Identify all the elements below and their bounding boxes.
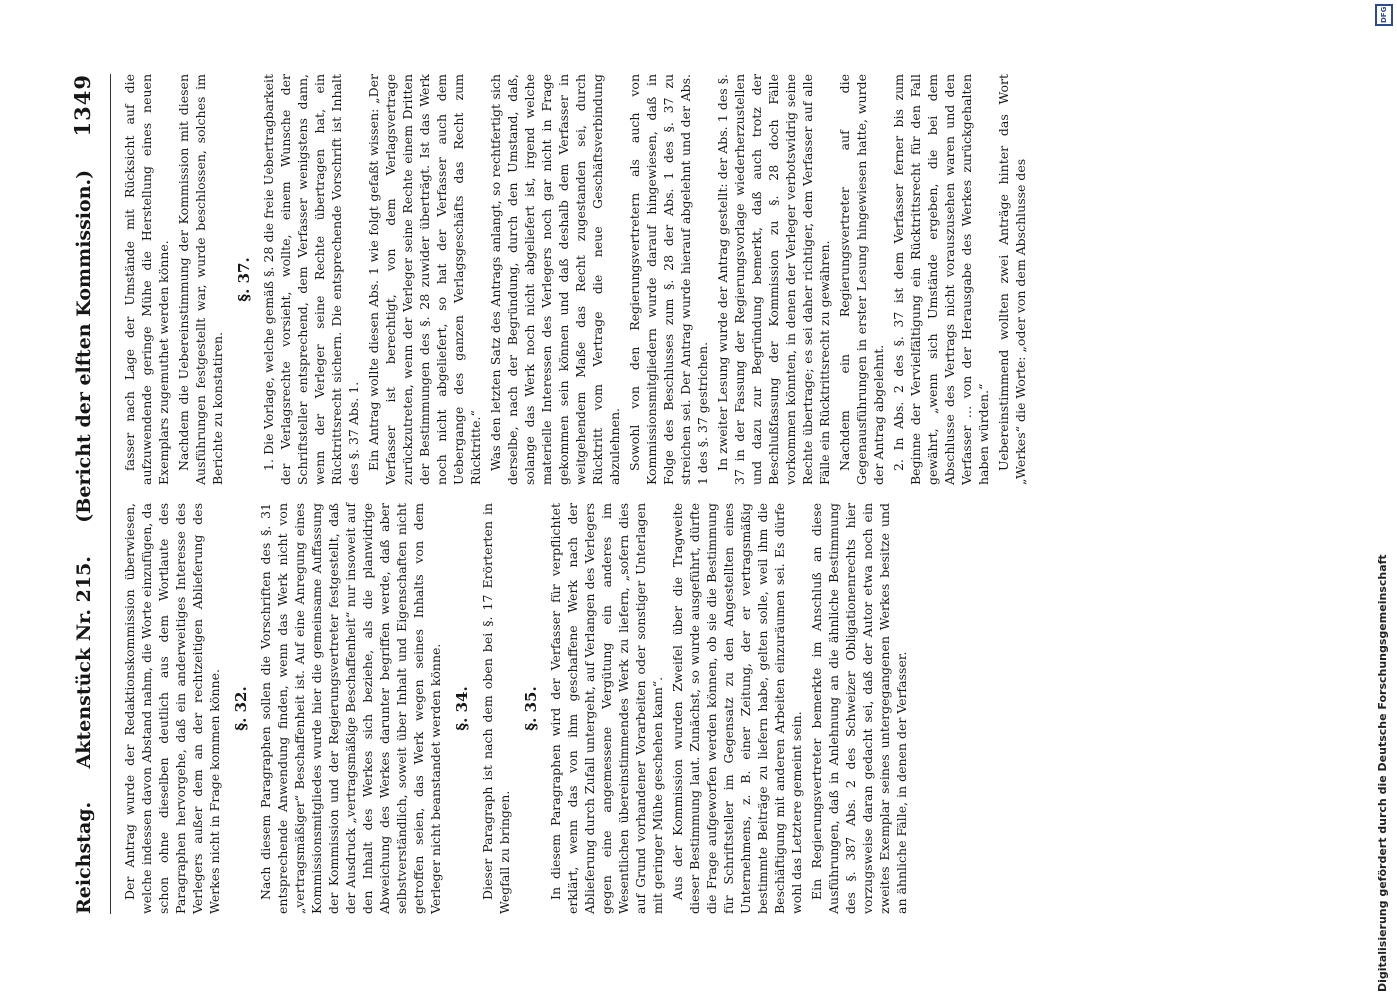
paragraph: Was den letzten Satz des Antrags anlangt, so rechtfertigt sich derselbe, nach der Begründung, durch den Umstand, daß, solange das Werk noch nicht abgeliefert ist, irgend welche materielle Interessen des Verlegers noch gar nicht in Frage gekommen sein können und daß deshalb dem Verfasser in weitgehendem Maße das Recht zugestanden sei, durch Rücktritt vom Vertrage die neue Geschäftsverbindung abzulehnen. <box>488 74 623 485</box>
section-heading-34: §. 34. <box>453 686 472 731</box>
paragraph: 2. In Abs. 2 des §. 37 ist dem Verfasser ferner bis zum Beginne der Vervielfältigung ein Rücktrittsrecht für den Fall gewährt, „wenn sich Umstände ergeben, die bei dem Abschlusse des Vertrags nicht vorauszusehen waren und den Verfasser … von der Herausgabe des Werkes zurückgehalten haben würden.“ <box>891 74 992 485</box>
paragraph: Nach diesem Paragraphen sollen die Vorschriften des §. 31 entsprechende Anwendung finden, wenn das Werk nicht von „vertragsmäßiger“ Beschaffenheit ist. Auf eine Anregung eines Kommissionsmitgliedes wurde hier die gemeinsame Auffassung der Kommission und der Regierungsvertreter festgestellt, daß der Ausdruck „vertragsmäßige Beschaffenheit“ nur insoweit auf den Inhalt des Werkes sich beziehe, als die planwidrige Abweichung des Werkes darunter begriffen werde, daß aber selbstverständlich, soweit über Inhalt und Eigenschaften nicht getroffen seien, das Werk wegen seines Inhalts von dem Verleger nicht beanstandet werden könne. <box>258 503 444 914</box>
dfg-logo: DFG <box>1375 4 1393 26</box>
paragraph: Nachdem ein Regierungsvertreter auf die Gegenausführungen in erster Lesung hingewiesen hatte, wurde der Antrag abgelehnt. <box>837 74 887 485</box>
paragraph: Aus der Kommission wurden Zweifel über die Tragweite dieser Bestimmung laut. Zunächst, so wurde ausgeführt, dürfte die Frage aufgeworfen werden können, ob sie die Bestimmung für Schriftsteller im Gegensatz zu den Angestellten eines Unternehmens, z. B. einer Zeitung, der er vertragsmäßig bestimmte Beiträge zu liefern habe, gelten solle, weil ihm die Beschäftigung mit anderen Arbeiten einzuräumen sei. Es dürfe wohl das Letztere gemeint sein. <box>670 503 805 914</box>
paragraph: Ein Antrag wollte diesen Abs. 1 wie folgt gefaßt wissen: „Der Verfasser ist berechtigt, von dem Verlagsvertrage zurückzutreten, wenn der Verleger seine Rechte einem Dritten der Bestimmungen des §. 28 zuwider überträgt. Ist das Werk noch nicht abgeliefert, so hat der Verfasser auch dem Uebergange des ganzen Verlagsgeschäfts das Recht zum Rücktritte.“ <box>366 74 484 485</box>
paragraph: 1. Die Vorlage, welche gemäß §. 28 die freie Uebertragbarkeit der Verlagsrechte vorsieht, wollte, einem Wunsche der Schriftsteller entsprechend, dem Verfasser wenigstens dann, wenn der Verleger seine Rechte übertragen hat, ein Rücktrittsrecht sichern. Die entsprechende Vorschrift ist Inhalt des §. 37 Abs. 1. <box>261 74 362 485</box>
paragraph: fasser nach Lage der Umstände mit Rücksicht auf die aufzuwendende geringe Mühe die Herstellung eines neuen Exemplars zugemuthet werden könne. <box>122 74 171 485</box>
column-right <box>121 74 1032 485</box>
paragraph: Nachdem die Uebereinstimmung der Kommission mit diesen Ausführungen festgestellt war, wurde beschlossen, solches im Berichte zu konstatiren. <box>176 74 225 485</box>
document-page <box>48 60 1323 940</box>
section-heading-37: §. 37. <box>235 257 253 302</box>
text-columns <box>121 74 1032 914</box>
paragraph: Ein Regierungsvertreter bemerkte im Anschluß an diese Ausführungen, daß in Anlehnung an die ähnliche Bestimmung des §. 387 Abs. 2 des Schweizer Obligationenrechts hier vorzugsweise daran gedacht sei, daß der Autor etwa noch ein zweites Exemplar seines untergegangenen Werkes besitze und an ähnliche Fälle, in denen der Verfasser. <box>809 503 910 914</box>
section-heading-32: §. 32. <box>232 686 250 731</box>
column-left <box>121 503 1032 914</box>
paragraph: Sowohl von den Regierungsvertretern als auch von Kommissionsmitgliedern wurde darauf hingewiesen, daß in Folge des Beschlusses zum §. 28 der Abs. 1 des §. 37 zu streichen sei. Der Antrag wurde hierauf abgelehnt und der Abs. 1 des §. 37 gestrichen. <box>627 74 711 485</box>
page-header <box>70 74 111 914</box>
section-heading-35: §. 35. <box>521 686 540 731</box>
header-center: Aktenstück Nr. 215. <box>73 556 95 769</box>
paragraph: Dieser Paragraph ist nach dem oben bei §. 17 Erörterten in Wegfall zu bringen. <box>479 503 512 914</box>
digitization-credit <box>1372 0 1397 1000</box>
paragraph: Uebereinstimmend wollten zwei Anträge hinter das Wort „Werkes“ die Worte: „oder von dem Abschlusse des <box>996 74 1029 485</box>
paragraph: In diesem Paragraphen wird der Verfasser für verpflichtet erklärt, wenn das von ihm geschaffene Werk nach der Ablieferung durch Zufall untergeht, auf Verlangen des Verlegers gegen eine angemessene Vergütung ein anderes im Wesentlichen übereinstimmendes Werk zu liefern, „sofern dies auf Grund vorhandener Vorarbeiten oder sonstiger Unterlagen mit geringer Mühe geschehen kann“. <box>548 503 666 914</box>
header-right-title: (Bericht der elften Kommission.) <box>73 169 95 523</box>
header-left: Reichstag. <box>73 801 95 914</box>
page-number: 1349 <box>70 74 95 137</box>
paragraph: In zweiter Lesung wurde der Antrag gestellt: der Abs. 1 des §. 37 in der Fassung der Regierungsvorlage wiederherzustellen und dazu zur Begründung bemerkt, daß auch trotz der Beschlußfassung der Kommission zu §. 28 doch Fälle vorkommen könnten, in denen der Verleger verbotswidrig seine Rechte übertrage; es sei daher richtiger, dem Verfasser auf alle Fälle ein Rücktrittsrecht zu gewähren. <box>715 74 833 485</box>
credit-text: Digitalisierung gefördert durch die Deutsche Forschungsgemeinschaft <box>1376 554 1389 992</box>
paragraph: Der Antrag wurde der Redaktionskommission überwiesen, welche indessen davon Abstand nahm, die Worte einzufügen, da schon ohne dieselben deutlich aus dem Wortlaute des Paragraphen hervorgehe, daß ein anderweitiges Interesse des Verlegers außer dem an der rechtzeitigen Ablieferung des Werkes nicht in Frage kommen könne. <box>122 503 222 914</box>
